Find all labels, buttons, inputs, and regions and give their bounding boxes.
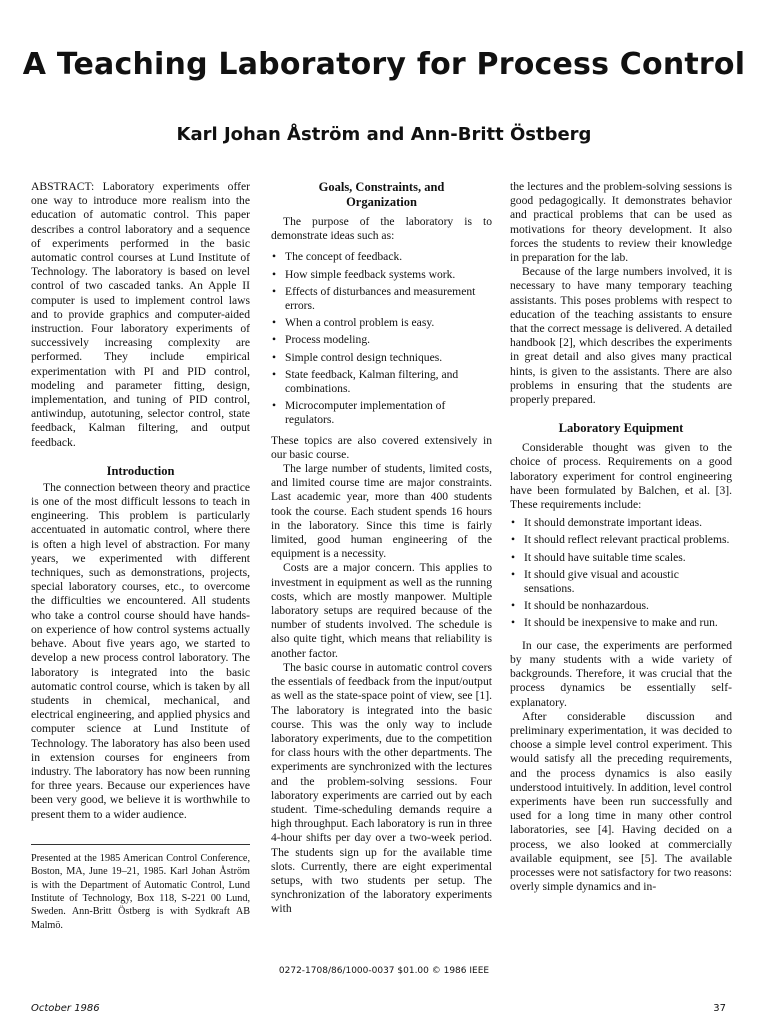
paper-authors: Karl Johan Åström and Ann-Britt Östberg <box>176 124 592 145</box>
list-item: • It should reflect relevant practical problems. <box>510 533 732 547</box>
list-item: • It should be nonhazardous. <box>510 599 732 613</box>
section-heading-introduction: Introduction <box>106 463 175 478</box>
journal-date: October 1986 <box>31 1003 100 1014</box>
list-item: • How simple feedback systems work. <box>271 268 492 282</box>
paragraph: Costs are a major concern. This applies to investment in equipment as well as the running costs, which are mostly manpower. Multiple laboratory setups are required because of the number of students involved. The schedule is also quite tight, which means that reliability is another factor. <box>271 561 492 660</box>
page-number: 37 <box>713 1003 726 1014</box>
list-item: • The concept of feedback. <box>271 250 492 264</box>
footnote-rule <box>31 844 250 932</box>
list-item: • When a control problem is easy. <box>271 316 492 330</box>
list-item: • Simple control design techniques. <box>271 351 492 365</box>
paragraph: Considerable thought was given to the choice of process. Requirements on a good laboratory experiment for control engineering have been formulated by Balchen, et al. [3]. These requirements include: <box>510 441 732 512</box>
list-item: • It should have suitable time scales. <box>510 551 732 565</box>
list-item: • Microcomputer implementation of regulators. <box>271 399 492 427</box>
list-item: • It should demonstrate important ideas. <box>510 516 732 530</box>
column-2 <box>271 180 492 917</box>
paragraph: After considerable discussion and preliminary experimentation, it was decided to choose a simple level control experiment. This would satisfy all the preceding requirements, and the process dynamics is also easily understood intuitively. In addition, level control experiments have been run successfully and used for a long time in many other control laboratories, see [4]. Having decided on a process, we also looked at commercially available equipment, see [5]. The available processes were not satisfactory for two reasons: overly simple dynamics and in- <box>510 709 732 894</box>
footnote: Presented at the 1985 American Control Conference, Boston, MA, June 19–21, 1985. Karl Johan Åström is with the Department of Automatic Control, Lund Institute of Technology, Box 118, S-221 00 Lund, Sweden. Ann-Britt Östberg is with Sydkraft AB Malmö. <box>31 852 250 931</box>
section-heading-equipment: Laboratory Equipment <box>558 421 684 436</box>
column-3 <box>510 180 732 894</box>
paper-title: A Teaching Laboratory for Process Control <box>22 47 746 82</box>
requirements-bullet-list <box>510 516 732 630</box>
paragraph: Because of the large numbers involved, it is necessary to have many temporary teaching assistants. This poses problems with respect to education of the teaching assistants to ensure that the correct message is delivered. A detailed handbook [2], which describes the experiments in great detail and also gives many practical hints, is given to the assistants. There are also problems in ensuring that the students are properly prepared. <box>510 265 732 407</box>
list-item: • State feedback, Kalman filtering, and combinations. <box>271 368 492 396</box>
paragraph: These topics are also covered extensively in our basic course. <box>271 433 492 461</box>
list-item: • It should be inexpensive to make and run. <box>510 616 732 630</box>
section-heading-goals: Goals, Constraints, and Organization <box>318 180 445 209</box>
paragraph: The large number of students, limited costs, and limited course time are major constraints. Last academic year, more than 400 students took the course. Each student spends 16 hours in the laboratory. Since this time is fairly limited, good human engineering of the equipment is a necessity. <box>271 462 492 561</box>
intro-paragraph: The connection between theory and practice is one of the most difficult lessons to teach in engineering. This problem is particularly accentuated in automatic control, where there is often a high level of abstraction. For many years, we experimented with different techniques, such as demonstrations, projects, special laboratory courses, etc., to overcome the difficulties we encountered. All students who take a control course should have hands-on experience of how control systems actually behave. About five years ago, we started to develop a new process control laboratory. The laboratory is integrated into the basic automatic control course, which is taken by all students in chemical, mechanical, and electrical engineering, and applied physics and computer science at Lund Institute of Technology. The laboratory has also been used in extension courses for engineers from industry. The laboratory has now been running for three years. Because our experiences have been very good, we believe it is worthwhile to present them to a wider audience. <box>31 480 250 821</box>
goals-intro: The purpose of the laboratory is to demonstrate ideas such as: <box>271 215 492 243</box>
list-item: • It should give visual and acoustic sensations. <box>510 568 732 596</box>
abstract: ABSTRACT: Laboratory experiments offer one way to introduce more realism into the education of automatic control. This paper describes a control laboratory and a sequence of experiments performed in the basic automatic control courses at Lund Institute of Technology. The laboratory is based on level control of two cascaded tanks. An Apple II computer is used to implement control laws and to provide graphics and computer-aided instruction. Four laboratory experiments of successively increasing complexity are performed. They include empirical experimentation with PI and PID control, modeling and parameter fitting, design, implementation, and tuning of PID control, antiwindup, autotuning, selector control, state feedback, Kalman filtering, and output feedback. <box>31 180 250 449</box>
column-1 <box>31 180 250 932</box>
copyright-line: 0272-1708/86/1000-0037 $01.00 © 1986 IEEE <box>278 966 490 976</box>
list-item: • Process modeling. <box>271 333 492 347</box>
paragraph: In our case, the experiments are performed by many students with a wide variety of backgrounds. Therefore, it was crucial that the process dynamics be essentially self-explanatory. <box>510 638 732 709</box>
goals-bullet-list <box>271 250 492 427</box>
list-item: • Effects of disturbances and measurement errors. <box>271 285 492 313</box>
paragraph: The basic course in automatic control covers the essentials of feedback from the input/output as well as the state-space point of view, see [1]. The laboratory is integrated into the basic course. This was the only way to include laboratory experiments, due to the competition for class hours with the other departments. The experiments are synchronized with the lectures and the problem-solving sessions. Four laboratory experiments are carried out by each student. Time-scheduling demands require a high throughput. Each laboratory is run in three 4-hour shifts per day over a two-week period. The students sign up for the available time slots. Currently, there are eight experimental setups, with two students per setup. The synchronization of the laboratory experiments with <box>271 660 492 916</box>
paragraph: the lectures and the problem-solving sessions is good pedagogically. It demonstrates behavior and practical problems that can be used as motivations for theory development. It also forces the students to review their knowledge in preparation for the lab. <box>510 180 732 265</box>
